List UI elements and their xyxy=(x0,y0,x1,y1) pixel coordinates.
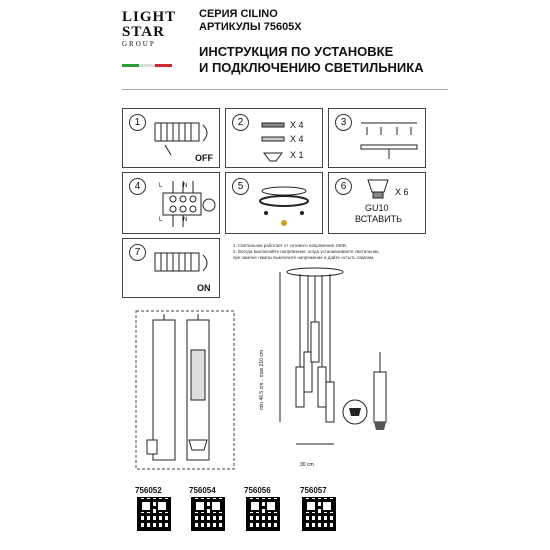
step-number: 1 xyxy=(129,114,146,131)
bulb-type: GU10 xyxy=(365,203,389,213)
terminal-n-bottom: N xyxy=(183,217,188,223)
qr-code-756056[interactable] xyxy=(246,497,280,531)
off-label: OFF xyxy=(195,153,213,163)
on-label: ON xyxy=(197,283,211,293)
terminal-l-top: L xyxy=(159,183,163,189)
canopy-mount-icon xyxy=(254,179,320,231)
step-number: 7 xyxy=(129,244,146,261)
step-number: 4 xyxy=(129,178,146,195)
qr-code-756057[interactable] xyxy=(302,497,336,531)
series-label: СЕРИЯ CILINO xyxy=(199,8,278,20)
qr-code-756054[interactable] xyxy=(191,497,225,531)
note-line-1: 1. Светильник работает от сетевого напряжения 230В. xyxy=(233,243,348,248)
step-number: 5 xyxy=(232,178,249,195)
articles-label: АРТИКУЛЫ 75605X xyxy=(199,21,302,33)
anchors-qty: X 4 xyxy=(290,134,304,144)
step-3-box xyxy=(328,108,426,168)
bracket-qty: X 1 xyxy=(290,150,304,160)
step-number: 2 xyxy=(232,114,249,131)
ceiling-mount-icon xyxy=(353,117,423,165)
header-divider xyxy=(122,89,448,90)
terminal-l-bottom: L xyxy=(159,217,163,223)
step-number: 6 xyxy=(335,178,352,195)
step-6-box xyxy=(328,172,426,234)
gu10-bulb-icon xyxy=(365,177,391,203)
chandelier-drawing xyxy=(270,262,410,462)
logo-line1: LIGHT xyxy=(122,9,177,25)
page-title-line2: И ПОДКЛЮЧЕНИЮ СВЕТИЛЬНИКА xyxy=(199,60,424,75)
step-2-box xyxy=(225,108,323,168)
terminal-n-top: N xyxy=(183,183,188,189)
italian-flag-stripe xyxy=(122,64,172,67)
page-title-line1: ИНСТРУКЦИЯ ПО УСТАНОВКЕ xyxy=(199,44,394,59)
step-7-box xyxy=(122,238,220,298)
wiring-terminal-icon xyxy=(159,179,217,229)
bulb-qty: X 6 xyxy=(395,187,409,197)
code-756052: 756052 xyxy=(135,486,162,495)
note-line-2: 2. Всегда выключайте напряжение, когда устанавливаете светильник, xyxy=(233,249,380,254)
code-756054: 756054 xyxy=(189,486,216,495)
note-line-3: при замене лампы выключите напряжение и дайте остыть лампам. xyxy=(233,255,375,260)
safety-notes xyxy=(233,243,443,261)
qr-code-756052[interactable] xyxy=(137,497,171,531)
step-4-box xyxy=(122,172,220,234)
code-756057: 756057 xyxy=(300,486,327,495)
height-dimension: min 46.5 cm... max 210 cm xyxy=(259,349,265,410)
lamp-detail-drawing xyxy=(135,310,235,470)
insert-label: ВСТАВИТЬ xyxy=(355,214,402,224)
logo-line2: STAR xyxy=(122,24,165,40)
step-5-box xyxy=(225,172,323,234)
step-1-box xyxy=(122,108,220,168)
brand-logo xyxy=(122,10,184,48)
logo-line3: GROUP xyxy=(122,40,156,48)
screws-qty: X 4 xyxy=(290,120,304,130)
width-dimension: 30 cm xyxy=(300,462,314,468)
step-number: 3 xyxy=(335,114,352,131)
code-756056: 756056 xyxy=(244,486,271,495)
screws-anchors-icon xyxy=(260,119,290,165)
